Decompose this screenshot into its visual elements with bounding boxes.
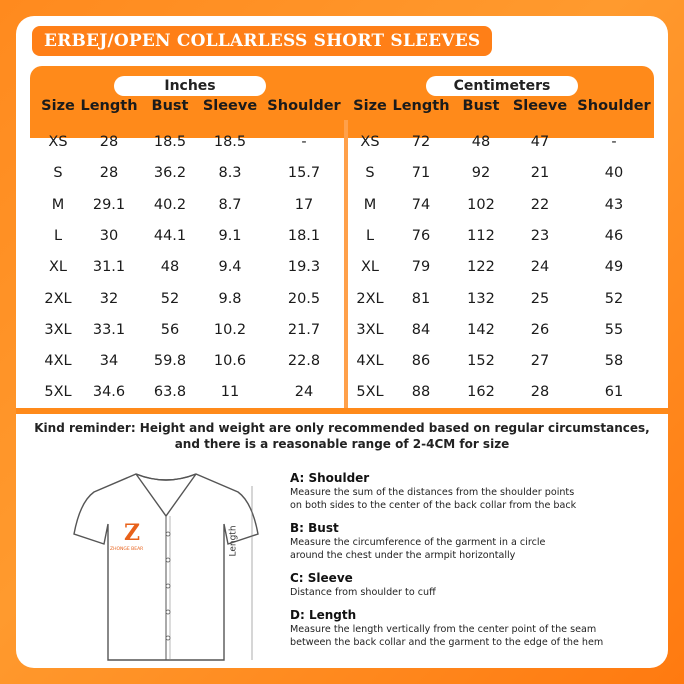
- inches-cell: 10.6: [213, 353, 247, 369]
- inches-cell: 32: [99, 291, 119, 307]
- inches-cell: 56: [160, 322, 180, 338]
- cm-cell: 24: [530, 259, 550, 275]
- inches-cell: 8.3: [218, 165, 242, 181]
- cm-cell: 26: [530, 322, 550, 338]
- header-inches-3: Sleeve: [202, 98, 258, 114]
- svg-text:Z: Z: [124, 520, 141, 546]
- cm-cell: 72: [411, 134, 431, 150]
- header-cm-3: Sleeve: [512, 98, 568, 114]
- cm-cell: 102: [467, 197, 495, 213]
- inches-cell: XL: [48, 259, 67, 275]
- cm-cell: 22: [530, 197, 550, 213]
- inches-cell: 21.7: [287, 322, 321, 338]
- cm-cell: 76: [411, 228, 431, 244]
- cm-cell: 40: [604, 165, 624, 181]
- inches-cell: XS: [48, 134, 68, 150]
- cm-cell: L: [365, 228, 375, 244]
- inches-cell: 28: [99, 134, 119, 150]
- inches-cell: 59.8: [153, 353, 187, 369]
- cm-cell: 23: [530, 228, 550, 244]
- inches-cell: 9.8: [218, 291, 242, 307]
- inches-cell: 18.5: [213, 134, 247, 150]
- inches-cell: 30: [99, 228, 119, 244]
- inches-cell: 17: [294, 197, 314, 213]
- cm-cell: 112: [467, 228, 495, 244]
- inches-cell: 9.1: [218, 228, 242, 244]
- shirt-diagram: [66, 464, 266, 664]
- cm-cell: 28: [530, 384, 550, 400]
- cm-cell: 5XL: [356, 384, 384, 400]
- header-cm-0: Size: [353, 98, 387, 114]
- header-inches-1: Length: [80, 98, 138, 114]
- logo-text: ZHONGE BEAR: [110, 547, 144, 552]
- inches-cell: 10.2: [213, 322, 247, 338]
- header-cm-4: Shoulder: [577, 98, 651, 114]
- cm-cell: 43: [604, 197, 624, 213]
- size-chart-card: [16, 16, 668, 668]
- inches-cell: S: [53, 165, 63, 181]
- inches-cell: -: [301, 134, 307, 150]
- inches-label: Inches: [114, 76, 266, 96]
- inches-cell: 19.3: [287, 259, 321, 275]
- inches-cell: 8.7: [218, 197, 242, 213]
- inches-cell: 36.2: [153, 165, 187, 181]
- inches-cell: 15.7: [287, 165, 321, 181]
- cm-cell: 27: [530, 353, 550, 369]
- inches-cell: 31.1: [92, 259, 126, 275]
- cm-cell: 122: [467, 259, 495, 275]
- definition-length: D: Length Measure the length vertically from the center point of the seam between the back collar and the garment to the edge of the hem: [290, 608, 604, 648]
- cm-cell: 74: [411, 197, 431, 213]
- inches-cell: 2XL: [44, 291, 72, 307]
- cm-cell: S: [365, 165, 375, 181]
- definition-sleeve: C: Sleeve Distance from shoulder to cuff: [290, 571, 436, 598]
- cm-cell: 52: [604, 291, 624, 307]
- cm-cell: 47: [530, 134, 550, 150]
- header-inches-2: Bust: [151, 98, 189, 114]
- cm-cell: 71: [411, 165, 431, 181]
- cm-cell: 84: [411, 322, 431, 338]
- cm-cell: 21: [530, 165, 550, 181]
- inches-cell: 9.4: [218, 259, 242, 275]
- inches-cell: 18.1: [287, 228, 321, 244]
- cm-cell: 142: [467, 322, 495, 338]
- cm-cell: 86: [411, 353, 431, 369]
- reminder-line-1: Kind reminder: Height and weight are only recommended based on regular circumstances,: [34, 421, 650, 435]
- inches-cell: 44.1: [153, 228, 187, 244]
- reminder-line-2: and there is a reasonable range of 2-4CM for size: [174, 437, 510, 451]
- inches-cell: 34: [99, 353, 119, 369]
- inches-cell: 52: [160, 291, 180, 307]
- definition-shoulder: A: Shoulder Measure the sum of the distances from the shoulder points on both sides to the center of the back collar from the back: [290, 471, 577, 511]
- inches-cell: 20.5: [287, 291, 321, 307]
- inches-cell: 4XL: [44, 353, 72, 369]
- inches-cell: M: [51, 197, 65, 213]
- inches-cell: L: [53, 228, 63, 244]
- inches-cell: 34.6: [92, 384, 126, 400]
- inches-cell: 29.1: [92, 197, 126, 213]
- header-cm-1: Length: [392, 98, 450, 114]
- cm-cell: -: [611, 134, 617, 150]
- cm-cell: 132: [467, 291, 495, 307]
- table-divider: [344, 120, 348, 408]
- cm-cell: 92: [471, 165, 491, 181]
- cm-cell: 3XL: [356, 322, 384, 338]
- kind-reminder: [16, 420, 668, 452]
- cm-cell: 58: [604, 353, 624, 369]
- cm-cell: 162: [467, 384, 495, 400]
- inches-cell: 5XL: [44, 384, 72, 400]
- cm-cell: 152: [467, 353, 495, 369]
- inches-cell: 18.5: [153, 134, 187, 150]
- cm-cell: 55: [604, 322, 624, 338]
- centimeters-label: Centimeters: [426, 76, 578, 96]
- cm-cell: XL: [360, 259, 379, 275]
- cm-cell: 88: [411, 384, 431, 400]
- cm-cell: XS: [360, 134, 380, 150]
- measurement-definitions: [290, 470, 662, 657]
- cm-cell: 4XL: [356, 353, 384, 369]
- inches-cell: 48: [160, 259, 180, 275]
- inches-cell: 28: [99, 165, 119, 181]
- cm-cell: 46: [604, 228, 624, 244]
- header-cm-2: Bust: [462, 98, 500, 114]
- inches-cell: 3XL: [44, 322, 72, 338]
- cm-cell: 48: [471, 134, 491, 150]
- cm-cell: 79: [411, 259, 431, 275]
- definition-bust: B: Bust Measure the circumference of the garment in a circle around the chest under the armpit horizontally: [290, 521, 546, 561]
- cm-cell: 81: [411, 291, 431, 307]
- inches-cell: 63.8: [153, 384, 187, 400]
- cm-cell: 2XL: [356, 291, 384, 307]
- inches-cell: 11: [220, 384, 240, 400]
- cm-cell: 49: [604, 259, 624, 275]
- table-bottom-bar: [16, 408, 668, 414]
- inches-cell: 40.2: [153, 197, 187, 213]
- header-inches-0: Size: [41, 98, 75, 114]
- cm-cell: 61: [604, 384, 624, 400]
- inches-cell: 33.1: [92, 322, 126, 338]
- header-inches-4: Shoulder: [267, 98, 341, 114]
- cm-cell: M: [363, 197, 377, 213]
- inches-cell: 24: [294, 384, 314, 400]
- length-label: Length: [228, 525, 239, 557]
- cm-cell: 25: [530, 291, 550, 307]
- chart-title: ERBEJ/OPEN COLLARLESS SHORT SLEEVES: [32, 26, 492, 56]
- inches-cell: 22.8: [287, 353, 321, 369]
